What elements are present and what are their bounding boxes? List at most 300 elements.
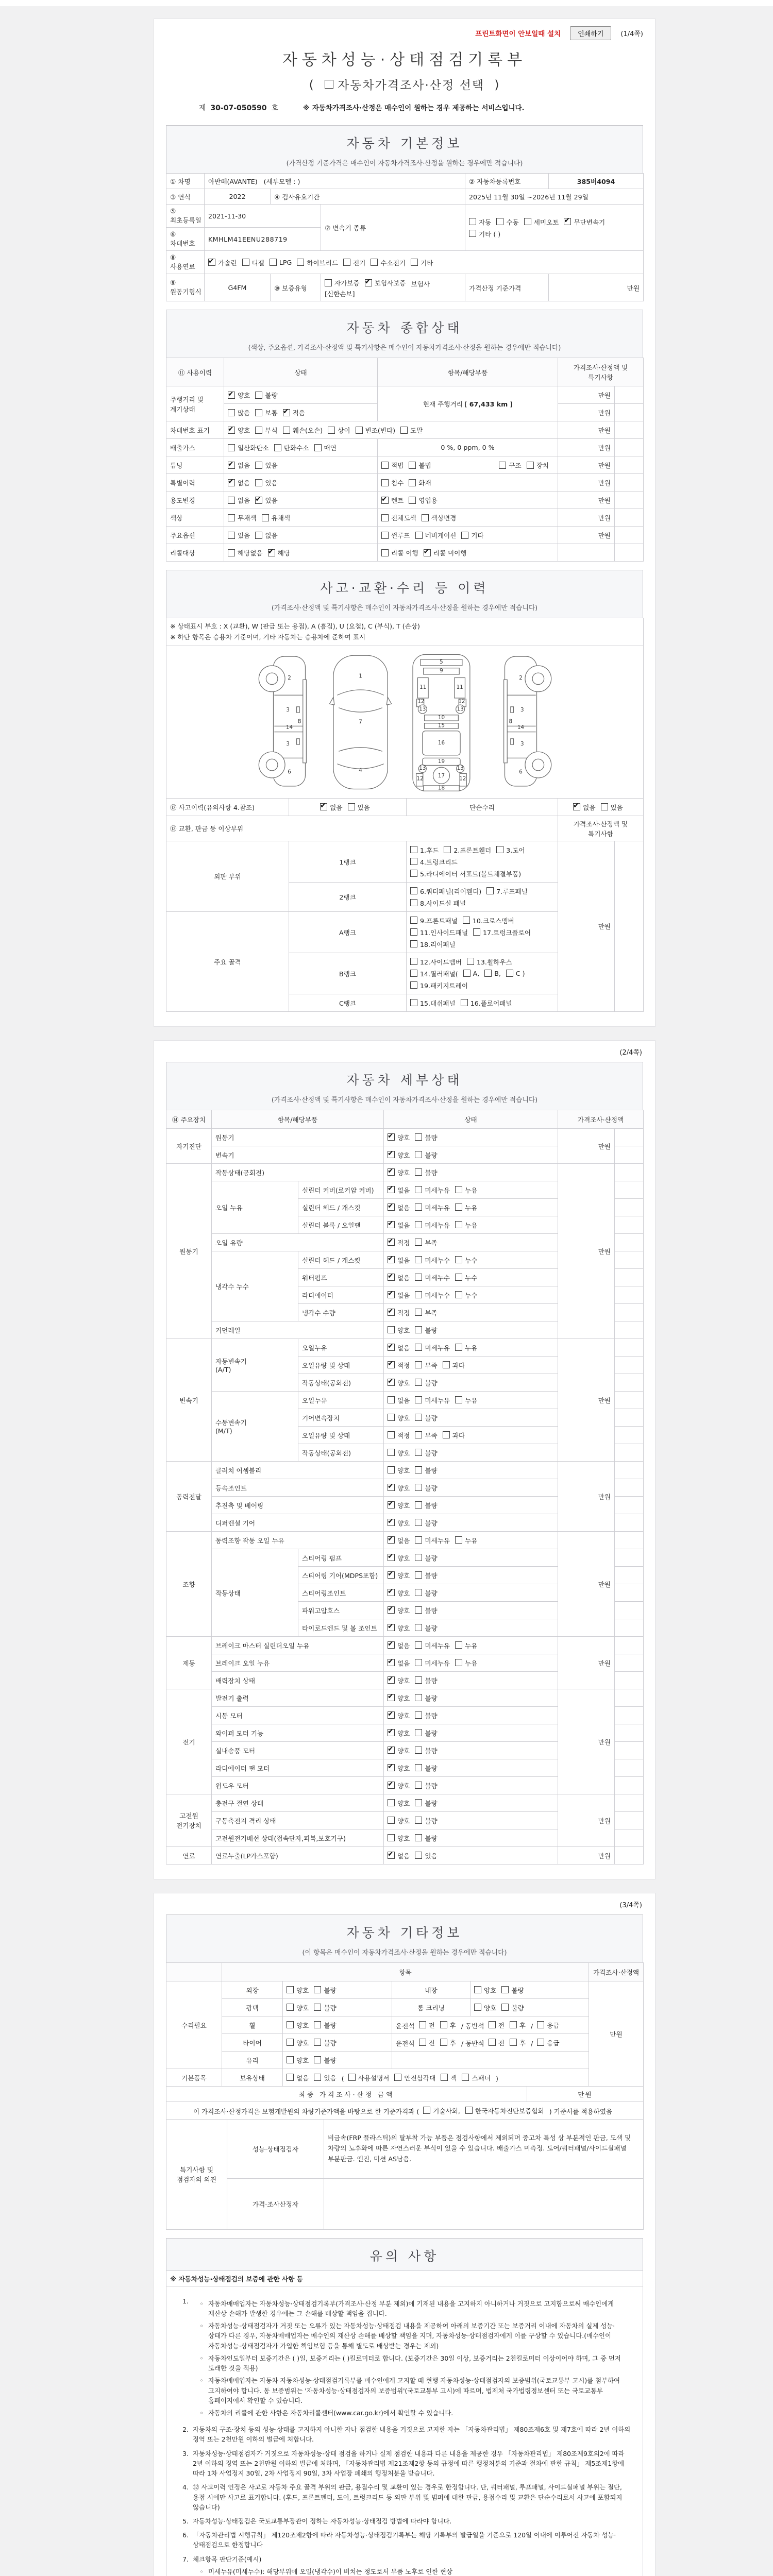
checkbox[interactable] xyxy=(388,1554,395,1561)
checkbox[interactable] xyxy=(473,928,480,936)
checkbox[interactable] xyxy=(320,803,327,810)
outer-panel-label: 외판 부위 xyxy=(166,841,289,911)
subitem-label: 워터펌프 xyxy=(298,1268,384,1286)
checkbox[interactable] xyxy=(410,917,417,924)
checkbox[interactable] xyxy=(469,230,476,237)
checkbox[interactable] xyxy=(314,2039,321,2046)
state-options xyxy=(384,1461,558,1479)
checkbox[interactable] xyxy=(415,1414,422,1421)
option-label: 양호 xyxy=(397,1711,410,1720)
checkbox[interactable] xyxy=(410,899,417,906)
checkbox-option xyxy=(564,217,605,227)
checkbox[interactable] xyxy=(228,427,235,434)
checkbox[interactable] xyxy=(415,1239,422,1246)
checkbox[interactable] xyxy=(228,392,235,399)
checkbox[interactable] xyxy=(410,887,417,894)
checkbox[interactable] xyxy=(415,1309,422,1316)
checkbox[interactable] xyxy=(410,846,417,853)
option-label: 양호 xyxy=(397,1571,410,1580)
checkbox[interactable] xyxy=(228,409,235,416)
item-label: 변속기 xyxy=(212,1146,384,1163)
doc-no-suffix: 호 xyxy=(271,104,278,112)
checkbox[interactable] xyxy=(388,1326,395,1333)
checkbox[interactable] xyxy=(228,514,235,521)
checkbox[interactable] xyxy=(467,958,474,965)
checkbox[interactable] xyxy=(496,846,503,853)
checkbox[interactable] xyxy=(388,1659,395,1666)
checkbox[interactable] xyxy=(415,1571,422,1579)
option-label: 있음 xyxy=(357,803,370,811)
checkbox[interactable] xyxy=(455,1344,462,1351)
checkbox[interactable] xyxy=(409,479,416,486)
diagram-panel-number: 4 xyxy=(358,767,362,774)
remark-cell xyxy=(615,1146,644,1163)
checkbox[interactable] xyxy=(388,1764,395,1771)
checkbox[interactable] xyxy=(415,1554,422,1561)
rank1-label: 1랭크 xyxy=(289,841,407,882)
remark-cell xyxy=(615,1741,644,1759)
checkbox[interactable] xyxy=(424,549,431,556)
item-label: 구동축전지 격리 상태 xyxy=(212,1811,384,1829)
checkbox[interactable] xyxy=(410,858,417,865)
checkbox-option xyxy=(228,460,250,470)
checkbox[interactable] xyxy=(255,479,262,486)
checkbox[interactable] xyxy=(455,1641,462,1649)
checkbox[interactable] xyxy=(314,2021,321,2028)
remark-cell xyxy=(615,1426,644,1444)
subitem-label: 실린더 헤드 / 개스킷 xyxy=(298,1251,384,1268)
checkbox[interactable] xyxy=(415,1221,422,1228)
checkbox[interactable] xyxy=(287,2039,294,2046)
checkbox[interactable] xyxy=(381,479,389,486)
checkbox[interactable] xyxy=(441,2074,448,2081)
checkbox[interactable] xyxy=(501,2004,509,2011)
checkbox[interactable] xyxy=(388,1641,395,1649)
checkbox[interactable] xyxy=(381,514,389,521)
checkbox[interactable] xyxy=(415,1291,422,1298)
checkbox-option xyxy=(274,443,309,452)
checkbox[interactable] xyxy=(287,2021,294,2028)
checkbox[interactable] xyxy=(411,259,418,266)
checkbox[interactable] xyxy=(455,1204,462,1211)
checkbox[interactable] xyxy=(423,2107,430,2114)
option-label: 기술사회, xyxy=(433,2107,460,2115)
option-label: 없음 xyxy=(397,1256,410,1264)
checkbox[interactable] xyxy=(486,887,494,894)
item-label: 라디에이터 팬 모터 xyxy=(212,1759,384,1776)
checkbox[interactable] xyxy=(388,1571,395,1579)
checkbox[interactable] xyxy=(381,497,389,504)
checkbox[interactable] xyxy=(388,1309,395,1316)
checkbox[interactable] xyxy=(255,409,262,416)
option-label: 양호 xyxy=(397,1747,410,1755)
checkbox[interactable] xyxy=(489,2021,496,2028)
checkbox-option xyxy=(474,1985,496,1995)
checkbox[interactable] xyxy=(461,999,468,1006)
checkbox[interactable] xyxy=(388,1817,395,1824)
checkbox[interactable] xyxy=(455,1536,462,1544)
checkbox-option xyxy=(415,1465,437,1475)
checkbox-option xyxy=(388,1693,410,1703)
checkbox-option xyxy=(462,2073,491,2082)
checkbox[interactable] xyxy=(415,1361,422,1368)
checkbox[interactable] xyxy=(527,462,534,469)
checkbox[interactable] xyxy=(501,1986,509,1993)
checkbox[interactable] xyxy=(287,2056,294,2063)
option-label: LPG xyxy=(279,258,292,266)
section-title: 사고·교환·수리 등 이력 xyxy=(320,581,489,596)
checkbox[interactable] xyxy=(388,1449,395,1456)
checkbox[interactable] xyxy=(415,1484,422,1491)
checkbox[interactable] xyxy=(388,1431,395,1438)
option-label: 누유 xyxy=(465,1396,478,1404)
checkbox[interactable] xyxy=(325,80,333,89)
checkbox[interactable] xyxy=(348,2074,356,2081)
checkbox[interactable] xyxy=(409,497,416,504)
checkbox[interactable] xyxy=(314,2056,321,2063)
checkbox[interactable] xyxy=(314,2004,321,2011)
checkbox[interactable] xyxy=(455,1274,462,1281)
option-label: 없음 xyxy=(397,1852,410,1860)
option-label: 부족 xyxy=(425,1361,438,1369)
row-label: 유리 xyxy=(222,2051,283,2069)
checkbox[interactable] xyxy=(365,279,372,286)
emission-values: 0 %, 0 ppm, 0 % xyxy=(378,439,558,456)
checkbox[interactable] xyxy=(415,1799,422,1806)
checkbox[interactable] xyxy=(415,1344,422,1351)
checkbox[interactable] xyxy=(274,444,281,451)
rankA-options xyxy=(407,911,558,953)
checkbox[interactable] xyxy=(388,1133,395,1141)
checkbox[interactable] xyxy=(410,981,417,989)
option-label: 상이 xyxy=(338,427,350,434)
checkbox[interactable] xyxy=(228,462,235,469)
checkbox[interactable] xyxy=(381,532,389,539)
checkbox[interactable] xyxy=(510,2021,517,2028)
option-label: 없음 xyxy=(397,1186,410,1194)
option-label: 하이브리드 xyxy=(307,259,339,267)
checkbox[interactable] xyxy=(415,1694,422,1701)
checkbox[interactable] xyxy=(348,803,355,810)
checkbox[interactable] xyxy=(388,1834,395,1841)
checkbox[interactable] xyxy=(410,999,417,1006)
state-options xyxy=(384,1636,558,1654)
checkbox[interactable] xyxy=(440,2039,447,2046)
checkbox[interactable] xyxy=(325,279,332,286)
subitem-label: 오일누유 xyxy=(298,1338,384,1356)
checkbox[interactable] xyxy=(388,1799,395,1806)
checkbox[interactable] xyxy=(388,1536,395,1544)
checkbox[interactable] xyxy=(388,1221,395,1228)
section-title: 자동차 기타정보 xyxy=(346,1925,463,1940)
checkbox[interactable] xyxy=(415,1641,422,1649)
section-detail-condition-header xyxy=(166,1062,643,1110)
checkbox[interactable] xyxy=(388,1204,395,1211)
checkbox[interactable] xyxy=(388,1361,395,1368)
checkbox[interactable] xyxy=(455,1291,462,1298)
checkbox[interactable] xyxy=(419,2021,426,2028)
checkbox[interactable] xyxy=(268,549,275,556)
checkbox[interactable] xyxy=(371,259,378,266)
checkbox[interactable] xyxy=(297,259,304,266)
table-row xyxy=(166,1998,644,2016)
checkbox[interactable] xyxy=(601,803,608,810)
checkbox[interactable] xyxy=(228,532,235,539)
item-label: 작동상태(공회전) xyxy=(212,1163,384,1181)
notice-item-number: 1. xyxy=(182,2297,189,2305)
checkbox[interactable] xyxy=(381,549,389,556)
option-label: 없음 xyxy=(397,1221,410,1229)
checkbox[interactable] xyxy=(388,1168,395,1176)
checkbox[interactable] xyxy=(462,2074,469,2081)
notice-item xyxy=(175,2425,632,2444)
checkbox[interactable] xyxy=(228,549,235,556)
checkbox[interactable] xyxy=(415,1606,422,1614)
checkbox[interactable] xyxy=(415,1466,422,1473)
checkbox[interactable] xyxy=(415,1536,422,1544)
checkbox[interactable] xyxy=(474,2004,481,2011)
state-options xyxy=(384,1741,558,1759)
item-label: 자동변속기 (A/T) xyxy=(212,1338,298,1391)
checkbox[interactable] xyxy=(484,970,492,977)
checkbox[interactable] xyxy=(415,1326,422,1333)
checkbox[interactable] xyxy=(415,1133,422,1141)
checkbox-option xyxy=(388,1833,410,1843)
checkbox[interactable] xyxy=(287,2004,294,2011)
checkbox[interactable] xyxy=(255,462,262,469)
checkbox[interactable] xyxy=(537,2021,544,2028)
field-label: ⑦ 변속기 종류 xyxy=(321,205,465,251)
state-options xyxy=(384,1338,558,1356)
checkbox[interactable] xyxy=(461,532,468,539)
checkbox[interactable] xyxy=(415,532,423,539)
checkbox[interactable] xyxy=(415,1449,422,1456)
checkbox[interactable] xyxy=(388,1466,395,1473)
checkbox-option xyxy=(415,1150,437,1160)
checkbox[interactable] xyxy=(410,958,417,965)
checkbox[interactable] xyxy=(400,427,408,434)
checkbox[interactable] xyxy=(415,1852,422,1859)
checkbox[interactable] xyxy=(469,218,476,225)
checkbox[interactable] xyxy=(415,1151,422,1158)
diagram-panel-number: 9 xyxy=(439,667,443,674)
checkbox[interactable] xyxy=(415,1624,422,1631)
install-print-helper-link[interactable]: 프린트화면이 안보일때 설치 xyxy=(475,30,561,38)
checkbox[interactable] xyxy=(444,846,451,853)
checkbox[interactable] xyxy=(388,1396,395,1403)
checkbox[interactable] xyxy=(314,1986,321,1993)
diagram-panel-number: 14 xyxy=(285,724,293,731)
checkbox[interactable] xyxy=(564,218,571,225)
checkbox[interactable] xyxy=(287,2074,294,2081)
checkbox[interactable] xyxy=(262,514,269,521)
checkbox[interactable] xyxy=(255,497,262,504)
checkbox[interactable] xyxy=(510,2039,517,2046)
checkbox[interactable] xyxy=(415,1519,422,1526)
option-label: 미세누유 xyxy=(425,1204,450,1212)
checkbox[interactable] xyxy=(415,1764,422,1771)
checkbox[interactable] xyxy=(415,1834,422,1841)
checkbox[interactable] xyxy=(443,1361,450,1368)
checkbox[interactable] xyxy=(388,1589,395,1596)
remark-cell xyxy=(615,1338,644,1356)
checkbox[interactable] xyxy=(228,497,235,504)
checkbox-option xyxy=(410,886,481,896)
checkbox[interactable] xyxy=(388,1414,395,1421)
checkbox[interactable] xyxy=(388,1624,395,1631)
checkbox[interactable] xyxy=(388,1606,395,1614)
mileage-amount-options xyxy=(224,404,378,421)
usage-change-options xyxy=(224,492,378,509)
checkbox[interactable] xyxy=(388,1747,395,1754)
checkbox[interactable] xyxy=(388,1344,395,1351)
checkbox-option xyxy=(388,1570,410,1580)
checkbox-option xyxy=(388,1518,410,1528)
checkbox[interactable] xyxy=(343,259,350,266)
checkbox[interactable] xyxy=(489,2039,496,2046)
checkbox[interactable] xyxy=(415,1431,422,1438)
notice-subitem-text: 미세누유(미세누수): 해당부위에 오일(냉각수)이 비치는 정도로서 부품 노후로 인한 현상 xyxy=(208,2567,452,2575)
checkbox[interactable] xyxy=(415,1747,422,1754)
option-text: / 동반석 xyxy=(461,2040,484,2048)
checkbox[interactable] xyxy=(506,970,513,977)
checkbox[interactable] xyxy=(455,1221,462,1228)
remark-cell xyxy=(615,1233,644,1251)
checkbox[interactable] xyxy=(388,1729,395,1736)
checkbox[interactable] xyxy=(443,1431,450,1438)
checkbox[interactable] xyxy=(388,1274,395,1281)
checkbox[interactable] xyxy=(255,427,262,434)
checkbox[interactable] xyxy=(463,917,470,924)
checkbox[interactable] xyxy=(388,1379,395,1386)
checkbox[interactable] xyxy=(474,1986,481,1993)
checkbox[interactable] xyxy=(388,1186,395,1193)
checkbox[interactable] xyxy=(314,2074,321,2081)
checkbox[interactable] xyxy=(388,1694,395,1701)
checkbox[interactable] xyxy=(415,1501,422,1509)
checkbox[interactable] xyxy=(388,1519,395,1526)
item-label: 와이퍼 모터 기능 xyxy=(212,1724,384,1741)
checkbox[interactable] xyxy=(388,1711,395,1719)
checkbox[interactable] xyxy=(388,1151,395,1158)
checkbox[interactable] xyxy=(415,1379,422,1386)
checkbox[interactable] xyxy=(415,1204,422,1211)
print-button[interactable]: 인쇄하기 xyxy=(570,26,611,40)
row-label: 색상 xyxy=(166,509,224,527)
checkbox[interactable] xyxy=(410,870,417,877)
checkbox[interactable] xyxy=(440,2021,447,2028)
checkbox[interactable] xyxy=(415,1274,422,1281)
checkbox[interactable] xyxy=(242,259,249,266)
checkbox[interactable] xyxy=(455,1659,462,1666)
checkbox[interactable] xyxy=(328,427,335,434)
checkbox[interactable] xyxy=(388,1291,395,1298)
checkbox[interactable] xyxy=(415,1729,422,1736)
checkbox[interactable] xyxy=(255,392,262,399)
section-subtitle: (가격조사·산정액 및 특기사항은 매수인이 자동차가격조사·산정을 원하는 경우에만 적습니다) xyxy=(271,1096,538,1104)
checkbox[interactable] xyxy=(381,462,389,469)
checkbox[interactable] xyxy=(419,2039,426,2046)
checkbox[interactable] xyxy=(415,1186,422,1193)
checkbox[interactable] xyxy=(409,462,416,469)
checkbox[interactable] xyxy=(499,462,506,469)
checkbox-option xyxy=(388,1535,410,1545)
notice-item-text: 자동차성능·상태점검은 국토교통부장관이 정하는 자동차성능·상태점검 방법에 따라야 합니다. xyxy=(193,2517,452,2525)
item-label: 디퍼렌셜 기어 xyxy=(212,1514,384,1531)
checkbox[interactable] xyxy=(496,218,503,225)
checkbox[interactable] xyxy=(388,1484,395,1491)
checkbox[interactable] xyxy=(537,2039,544,2046)
checkbox[interactable] xyxy=(465,2107,473,2114)
checkbox[interactable] xyxy=(524,218,531,225)
checkbox[interactable] xyxy=(228,479,235,486)
checkbox[interactable] xyxy=(388,1782,395,1789)
checkbox[interactable] xyxy=(463,970,470,977)
checkbox[interactable] xyxy=(410,970,417,977)
checkbox[interactable] xyxy=(388,1852,395,1859)
checkbox[interactable] xyxy=(415,1589,422,1596)
checkbox[interactable] xyxy=(455,1396,462,1403)
checkbox[interactable] xyxy=(270,259,277,266)
checkbox[interactable] xyxy=(415,1711,422,1719)
color-options xyxy=(224,509,378,527)
checkbox[interactable] xyxy=(422,514,429,521)
checkbox[interactable] xyxy=(228,444,235,451)
checkbox[interactable] xyxy=(415,1782,422,1789)
checkbox[interactable] xyxy=(455,1256,462,1263)
checkbox[interactable] xyxy=(283,409,290,416)
rank1-options xyxy=(407,841,558,882)
checkbox-option xyxy=(455,1202,477,1212)
notice-block1-title: ※ 자동차성능·상태점검의 보증에 관한 사항 등 xyxy=(166,2270,643,2286)
checkbox[interactable] xyxy=(415,1676,422,1684)
checkbox-option xyxy=(463,970,480,977)
section-title: 자동차 기본정보 xyxy=(346,136,463,151)
checkbox[interactable] xyxy=(208,259,215,266)
document-number xyxy=(199,103,278,113)
checkbox-option xyxy=(388,1343,410,1352)
checkbox[interactable] xyxy=(415,1168,422,1176)
checkbox[interactable] xyxy=(388,1239,395,1246)
option-label: 안전삼각대 xyxy=(404,2074,436,2082)
checkbox[interactable] xyxy=(356,427,363,434)
checkbox[interactable] xyxy=(415,1817,422,1824)
checkbox-option xyxy=(415,1273,450,1282)
checkbox[interactable] xyxy=(573,803,580,810)
checkbox[interactable] xyxy=(415,1659,422,1666)
checkbox[interactable] xyxy=(388,1676,395,1684)
remark-cell xyxy=(615,1286,644,1303)
option-label: 6.쿼터패널(리어휀더) xyxy=(420,887,482,895)
checkbox[interactable] xyxy=(455,1186,462,1193)
checkbox[interactable] xyxy=(255,532,262,539)
checkbox-option xyxy=(415,1588,437,1598)
notice-item-body xyxy=(193,2530,632,2550)
diagram-panel-number: 13 xyxy=(457,765,464,771)
checkbox-option xyxy=(443,1360,465,1370)
checkbox[interactable] xyxy=(415,1396,422,1403)
checkbox[interactable] xyxy=(388,1256,395,1263)
checkbox[interactable] xyxy=(410,928,417,936)
checkbox[interactable] xyxy=(410,940,417,947)
checkbox[interactable] xyxy=(283,427,290,434)
option-label: 부족 xyxy=(425,1309,438,1317)
checkbox[interactable] xyxy=(394,2074,401,2081)
checkbox[interactable] xyxy=(415,1256,422,1263)
checkbox[interactable] xyxy=(314,444,322,451)
checkbox[interactable] xyxy=(388,1501,395,1509)
checkbox[interactable] xyxy=(287,1986,294,1993)
